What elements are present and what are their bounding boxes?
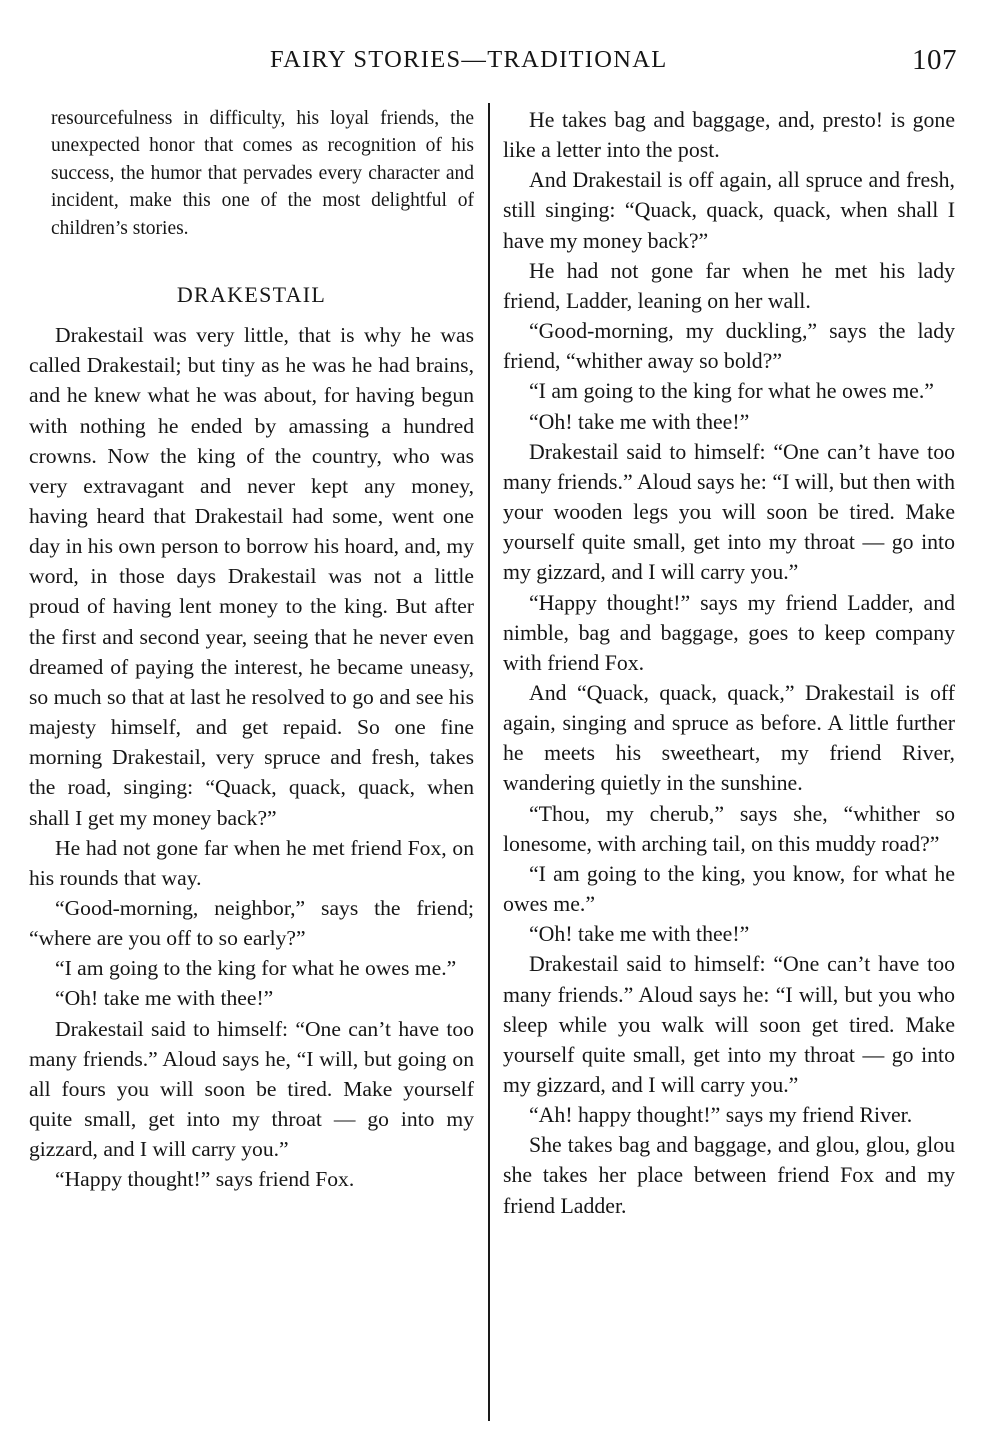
running-title: FAIRY STORIES—TRADITIONAL [270, 46, 668, 73]
paragraph: He had not gone far when he met friend Fox, on his rounds that way. [29, 835, 474, 890]
paragraph: And “Quack, quack, quack,” Drakestail is off again, singing and spruce as before. A little further he meets his sweetheart, my friend River, wandering quietly in the sunshine. [503, 680, 955, 796]
paragraph: Drakestail said to himself: “One can’t have too many friends.” Aloud says he, “I will, but going on all fours you will soon be tired. Make yourself quite small, get into my throat — go into my gizzard, and I will carry you.” [29, 1016, 474, 1162]
left-column [29, 105, 474, 1195]
paragraph: Drakestail said to himself: “One can’t have too many friends.” Aloud says he: “I will, but then with your wooden legs you will soon be tired. Make yourself quite small, get into my throat — go into my gizzard, and I will carry you.” [503, 439, 955, 585]
paragraph: “Oh! take me with thee!” [529, 922, 750, 947]
paragraph: “Oh! take me with thee!” [529, 409, 750, 434]
paragraph: “Good-morning, my duckling,” says the lady friend, “whither away so bold?” [503, 319, 955, 374]
paragraph: “I am going to the king, you know, for what he owes me.” [503, 861, 955, 917]
paragraph: “Happy thought!” says friend Fox. [55, 1167, 355, 1192]
page-header [0, 44, 1000, 84]
paragraph: “Oh! take me with thee!” [55, 986, 274, 1011]
paragraph: “Ah! happy thought!” says my friend River. [529, 1103, 913, 1128]
right-column [503, 105, 955, 1221]
paragraph: Drakestail said to himself: “One can’t have too many friends.” Aloud says he: “I will, but you who sleep while you walk will soon get tired. Make yourself quite small, get into my throat — go into my gizzard, and I will carry you.” [503, 952, 955, 1097]
paragraph: And Drakestail is off again, all spruce and fresh, still singing: “Quack, quack, quack, when shall I have my money back?” [503, 168, 955, 253]
paragraph: “Happy thought!” says my friend Ladder, and nimble, bag and baggage, goes to keep company with friend Fox. [503, 590, 955, 675]
paragraph: He had not gone far when he met his lady friend, Ladder, leaning on her wall. [503, 258, 955, 313]
paragraph: “I am going to the king for what he owes me.” [529, 379, 934, 404]
paragraph: “Thou, my cherub,” says she, “whither so lonesome, with arching tail, on this muddy road?” [503, 801, 955, 856]
page-number: 107 [912, 44, 957, 76]
paragraph: She takes bag and baggage, and glou, glou, glou she takes her place between friend Fox and my friend Ladder. [503, 1133, 955, 1218]
paragraph: He takes bag and baggage, and, presto! is gone like a letter into the post. [503, 108, 955, 163]
paragraph: “I am going to the king for what he owes me.” [55, 956, 457, 981]
story-title: DRAKESTAIL [176, 282, 327, 308]
paragraph: “Good-morning, neighbor,” says the friend; “where are you off to so early?” [29, 896, 474, 951]
paragraph: Drakestail was very little, that is why he was called Drakestail; but tiny as he was he had brains, and he knew what he was about, for having begun with nothing he ended by amassing a hundred crowns. Now the king of the country, who was very extravagant and never kept any money, having heard that Drakestail had some, went one day in his own person to borrow his hoard, and, my word, in those days Drakestail was not a little proud of having lent money to the king. But after the first and second year, seeing that he never even dreamed of paying the interest, he became uneasy, so much so that at last he resolved to go and see his majesty himself, and get repaid. So one fine morning Drakestail, very spruce and fresh, takes the road, singing: “Quack, quack, quack, when shall I get my money back?” [29, 323, 475, 830]
column-divider [488, 103, 490, 1421]
intro-paragraph: resourcefulness in difficulty, his loyal friends, the unexpected honor that comes as recognition of his success, the humor that pervades every character and incident, make this one of the most delightful of children’s stories. [51, 108, 474, 239]
